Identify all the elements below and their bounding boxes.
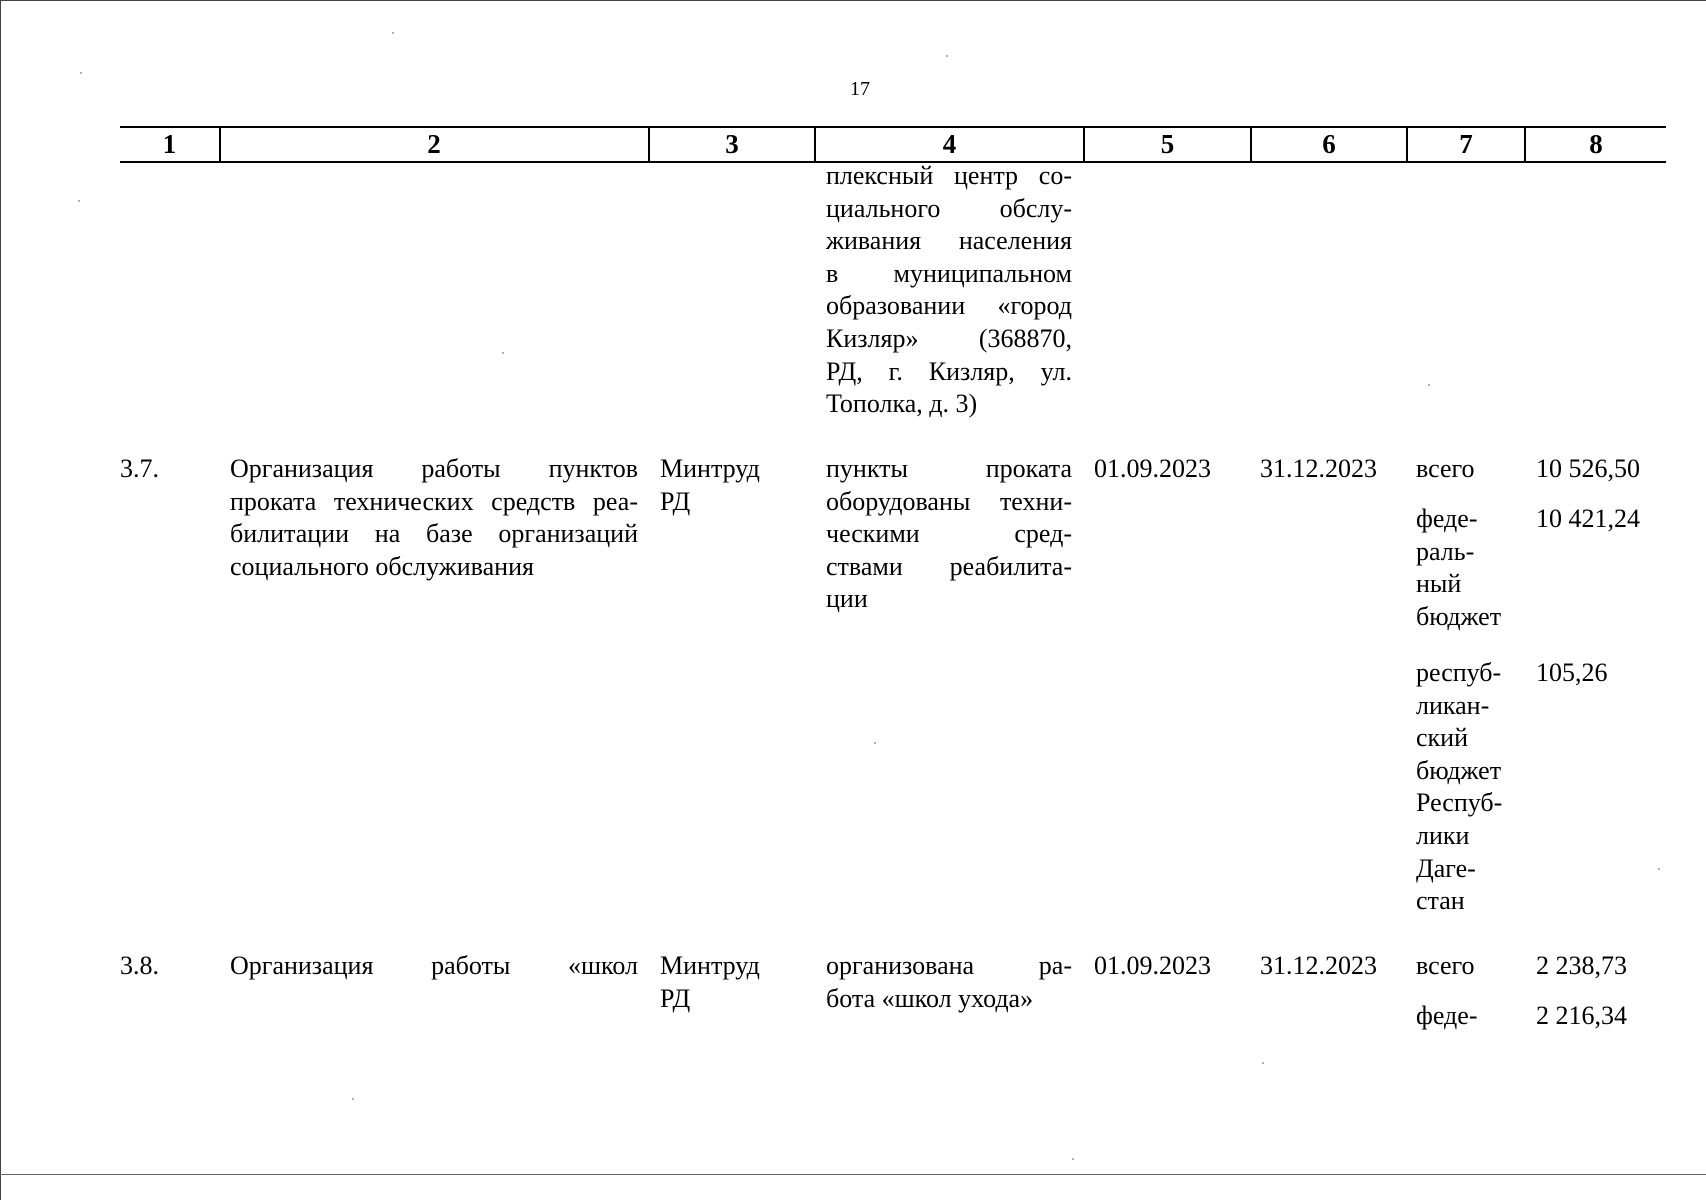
text-line: раль- xyxy=(1416,536,1475,566)
text-line: Респуб- xyxy=(1416,788,1503,818)
funding-amount: 10 421,24 xyxy=(1536,504,1640,533)
text-line: феде- xyxy=(1416,1001,1478,1030)
row-name-cell xyxy=(230,950,638,983)
text-line: бота «школ ухода» xyxy=(826,983,1034,1013)
funding-amount: 10 526,50 xyxy=(1536,454,1640,483)
scan-speck xyxy=(502,352,504,354)
row-start-date: 01.09.2023 xyxy=(1094,951,1211,980)
scan-speck xyxy=(80,72,82,74)
column-header-8: 8 xyxy=(1589,128,1603,159)
continuation-result-cell xyxy=(826,160,1072,421)
text-line: Кизляр» (368870, xyxy=(826,323,1072,353)
column-header-3: 3 xyxy=(725,128,739,159)
column-header-6: 6 xyxy=(1322,128,1336,159)
funding-source xyxy=(1416,657,1522,918)
scan-speck xyxy=(392,32,394,34)
text-line: социального обслуживания xyxy=(230,551,534,581)
column-header-2: 2 xyxy=(427,128,441,159)
text-line: проката технических средств реа- xyxy=(230,486,638,516)
scan-speck xyxy=(1262,1062,1264,1064)
row-end-date: 31.12.2023 xyxy=(1260,454,1377,483)
funding-source xyxy=(1416,503,1522,633)
scan-speck xyxy=(1658,868,1660,870)
text-line: живания населения xyxy=(826,226,1072,256)
text-line: пункты проката xyxy=(826,454,1072,483)
row-name-cell xyxy=(230,453,638,583)
page-border-bottom xyxy=(0,1174,1706,1175)
text-line: РД xyxy=(660,983,691,1013)
row-result-cell xyxy=(826,453,1072,616)
page-border-top xyxy=(0,0,1706,1)
text-line: ный xyxy=(1416,569,1462,599)
text-line: бюджет xyxy=(1416,601,1502,631)
text-line: всего xyxy=(1416,454,1475,483)
funding-source xyxy=(1416,950,1522,983)
text-line: респуб- xyxy=(1416,658,1502,687)
text-line: Минтруд xyxy=(660,951,760,980)
text-line: Организация работы «школ xyxy=(230,951,638,980)
page-number: 17 xyxy=(850,78,870,100)
text-line: ции xyxy=(826,584,868,614)
column-header-5: 5 xyxy=(1160,128,1175,159)
funding-amount: 105,26 xyxy=(1536,658,1608,687)
text-line: феде- xyxy=(1416,504,1478,533)
scan-speck xyxy=(1428,384,1430,386)
funding-source xyxy=(1416,1000,1522,1033)
funding-amount: 2 238,73 xyxy=(1536,951,1627,980)
text-line: бюджет xyxy=(1416,755,1502,785)
text-line: билитации на базе организаций xyxy=(230,519,638,549)
text-line: ческими сред- xyxy=(826,519,1072,549)
text-line: РД, г. Кизляр, ул. xyxy=(826,356,1072,386)
text-line: Тополка, д. 3) xyxy=(826,389,978,419)
text-line: образовании «город xyxy=(826,291,1072,321)
scan-speck xyxy=(78,200,80,202)
row-end-date: 31.12.2023 xyxy=(1260,951,1377,980)
text-line: Минтруд xyxy=(660,454,760,483)
scan-speck xyxy=(946,55,948,57)
text-line: Организация работы пунктов xyxy=(230,454,638,483)
row-executor-cell xyxy=(660,950,810,1015)
text-line: плексный центр со- xyxy=(826,161,1072,190)
column-header-7: 7 xyxy=(1459,128,1473,159)
row-executor-cell xyxy=(660,453,810,518)
scan-speck xyxy=(874,742,876,744)
text-line: РД xyxy=(660,486,691,516)
funding-source xyxy=(1416,453,1522,486)
text-line: организована ра- xyxy=(826,951,1072,980)
text-line: стан xyxy=(1416,886,1465,916)
page-border-left xyxy=(0,0,1,1200)
funding-amount: 2 216,34 xyxy=(1536,1001,1627,1030)
row-result-cell xyxy=(826,950,1072,1015)
scan-speck xyxy=(1072,1158,1074,1160)
text-line: ский xyxy=(1416,723,1468,753)
text-line: Даге- xyxy=(1416,853,1476,883)
text-line: ствами реабилита- xyxy=(826,551,1072,581)
row-number: 3.7. xyxy=(120,454,159,483)
text-line: оборудованы техни- xyxy=(826,486,1072,516)
column-header-4: 4 xyxy=(942,128,957,159)
text-line: лики xyxy=(1416,820,1470,850)
row-start-date: 01.09.2023 xyxy=(1094,454,1211,483)
row-number: 3.8. xyxy=(120,951,159,980)
text-line: в муниципальном xyxy=(826,258,1072,288)
scan-speck xyxy=(352,1098,354,1100)
column-header-1: 1 xyxy=(162,128,177,159)
text-line: циального обслу- xyxy=(826,193,1072,223)
text-line: ликан- xyxy=(1416,690,1490,720)
text-line: всего xyxy=(1416,951,1475,980)
